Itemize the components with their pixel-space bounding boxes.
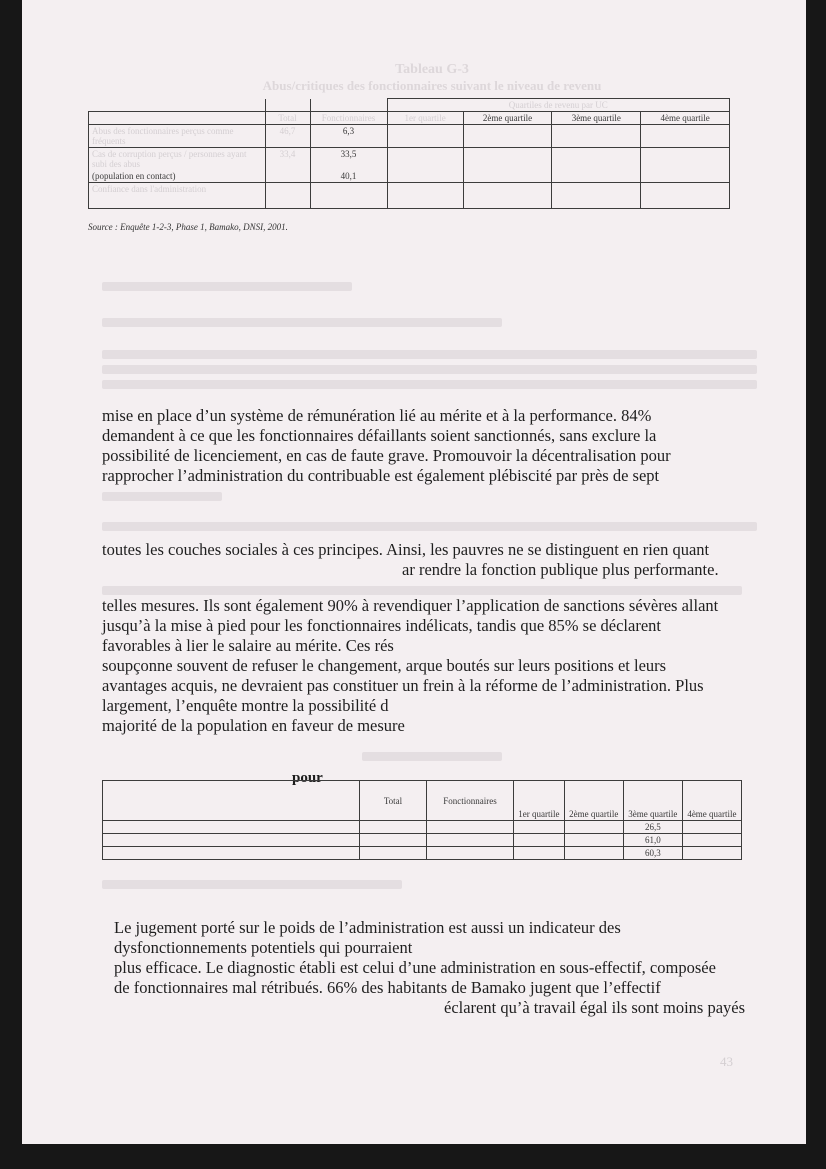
text-line: plus efficace. Le diagnostic établi est celui d’une administration en sous-effectif, composée [114,958,716,977]
table1-cell [387,148,463,171]
text-line: dysfonctionnements potentiels qui pourraient [114,938,413,957]
table1-group-header: Quartiles de revenu par UC [387,99,730,112]
table1-row-label: Cas de corruption perçus / personnes ayant subi des abus [89,148,266,171]
table-row [89,148,730,171]
table2-row-label [103,834,360,847]
table1-cell: 6,3 [310,125,387,148]
table1-col-q1: 1er quartile [387,112,463,125]
table2-col-q4: 4ème quartile [682,781,741,821]
table2-col-q1: 1er quartile [514,781,565,821]
table1-cell [552,125,641,148]
table1-cell [552,183,641,209]
paragraph-ghost [102,516,757,537]
table1-cell [310,183,387,209]
paragraph-1 [102,406,762,507]
table2-cell [564,834,623,847]
table2-cell [682,834,741,847]
table2-row-label [103,847,360,860]
table1-cell: 33,5 [310,148,387,171]
ghost-line [102,365,757,374]
table1-row-label: Abus des fonctionnaires perçus comme fréquents [89,125,266,148]
ghost-line [102,880,402,889]
table2-cell [360,821,427,834]
table-row [103,847,742,860]
table1-source: Source : Enquête 1-2-3, Phase 1, Bamako, DNSI, 2001. [88,222,288,232]
text-line: éclarent qu’à travail égal ils sont moins payés [444,998,746,1017]
table1-cell: 46,7 [265,125,310,148]
table2-source-ghost [102,874,402,895]
ghost-line [102,492,222,501]
text-line: rapprocher l’administration du contribuable est également plébiscité par près de sept [102,466,660,485]
text-line: Le jugement porté sur le poids de l’administration est aussi un indicateur des [114,918,621,937]
text-line: majorité de la population en faveur de mesure [102,716,405,735]
table2-cell [360,847,427,860]
page-number: 43 [720,1054,733,1069]
table1-cell [641,125,730,148]
table1-cell [463,170,552,183]
table1-col-q4: 4ème quartile [641,112,730,125]
text-line: soupçonne souvent de refuser le changement, arque boutés sur leurs positions et leurs [102,656,667,675]
table2-cell [514,847,565,860]
subheading-ghost [102,312,502,333]
table2-cell [682,847,741,860]
table1-title [222,62,642,94]
text-line: ar rendre la fonction publique plus performante. [402,560,719,579]
paragraph-4 [114,918,762,1018]
table2-cell [427,847,514,860]
ghost-line [102,282,352,291]
table2-row-label [103,821,360,834]
table2 [102,780,742,860]
table2-col-total: Total [360,781,427,821]
table2-cell [514,821,565,834]
table2-col-q3: 3ème quartile [623,781,682,821]
table2-title [202,752,662,761]
table1-cell [265,170,310,183]
table1-cell [463,148,552,171]
paragraph-ghost [102,344,757,395]
table1-cell [641,183,730,209]
table1-col-fonct: Fonctionnaires [310,112,387,125]
paragraph-2 [102,540,762,601]
table2-cell [564,821,623,834]
table2-col-q2: 2ème quartile [564,781,623,821]
table-row [89,183,730,209]
table1-title-line2: Abus/critiques des fonctionnaires suivant le niveau de revenu [262,78,602,93]
table1-cell [552,170,641,183]
ghost-line [362,752,502,761]
table2-cell: 61,0 [623,834,682,847]
text-line: largement, l’enquête montre la possibilité d [102,696,389,715]
table2-cell [682,821,741,834]
table1-title-line1: Tableau G-3 [395,62,469,77]
table-row [103,834,742,847]
text-line: mise en place d’un système de rémunération lié au mérite et à la performance. 84% [102,406,652,425]
table1-cell [463,125,552,148]
table-row [89,125,730,148]
table2-col-fonct: Fonctionnaires [427,781,514,821]
table1-cell [641,170,730,183]
text-line: jusqu’à la mise à pied pour les fonctionnaires indélicats, tandis que 85% se déclarent [102,616,661,635]
table1-cell [552,148,641,171]
document-page [22,0,806,1144]
table2-cell [427,821,514,834]
text-line: favorables à lier le salaire au mérite. Ces rés [102,636,394,655]
table1-cell [387,183,463,209]
text-line: demandent à ce que les fonctionnaires défaillants soient sanctionnés, sans exclure la [102,426,657,445]
ghost-line [102,350,757,359]
table1-cell [641,148,730,171]
table2-cell: 26,5 [623,821,682,834]
text-line: avantages acquis, ne devraient pas constituer un frein à la réforme de l’administration. Plus [102,676,704,695]
table1-cell: 33,4 [265,148,310,171]
table1-row-label: (population en contact) [89,170,266,183]
table2-cell [564,847,623,860]
ghost-line [102,522,757,531]
table2-title-word: pour [292,770,323,786]
table2-cell: 60,3 [623,847,682,860]
table2-cell [360,834,427,847]
ghost-line [102,318,502,327]
table1-cell [387,125,463,148]
table1-col-q2: 2ème quartile [463,112,552,125]
table-row [103,821,742,834]
table1-group-row [89,99,730,112]
table1-cell [265,183,310,209]
text-line: telles mesures. Ils sont également 90% à revendiquer l’application de sanctions sévères allant [102,596,719,615]
table1-cell: 40,1 [310,170,387,183]
table2-header-row [103,781,742,821]
table1-col-total: Total [265,112,310,125]
table2-cell [427,834,514,847]
ghost-line [102,380,757,389]
table1 [88,98,730,209]
text-line: possibilité de licenciement, en cas de faute grave. Promouvoir la décentralisation pour [102,446,671,465]
table1-cell [463,183,552,209]
table1-row-label: Confiance dans l'administration [89,183,266,209]
table1-col-q3: 3ème quartile [552,112,641,125]
text-line: toutes les couches sociales à ces principes. Ainsi, les pauvres ne se distinguent en rien quant [102,540,710,559]
text-line: de fonctionnaires mal rétribués. 66% des habitants de Bamako jugent que l’effectif [114,978,661,997]
table1-cell [387,170,463,183]
ghost-line [102,586,742,595]
table-row [89,170,730,183]
paragraph-3 [102,596,762,736]
table2-cell [514,834,565,847]
section-heading-ghost [102,276,352,297]
table1-header-row [89,112,730,125]
